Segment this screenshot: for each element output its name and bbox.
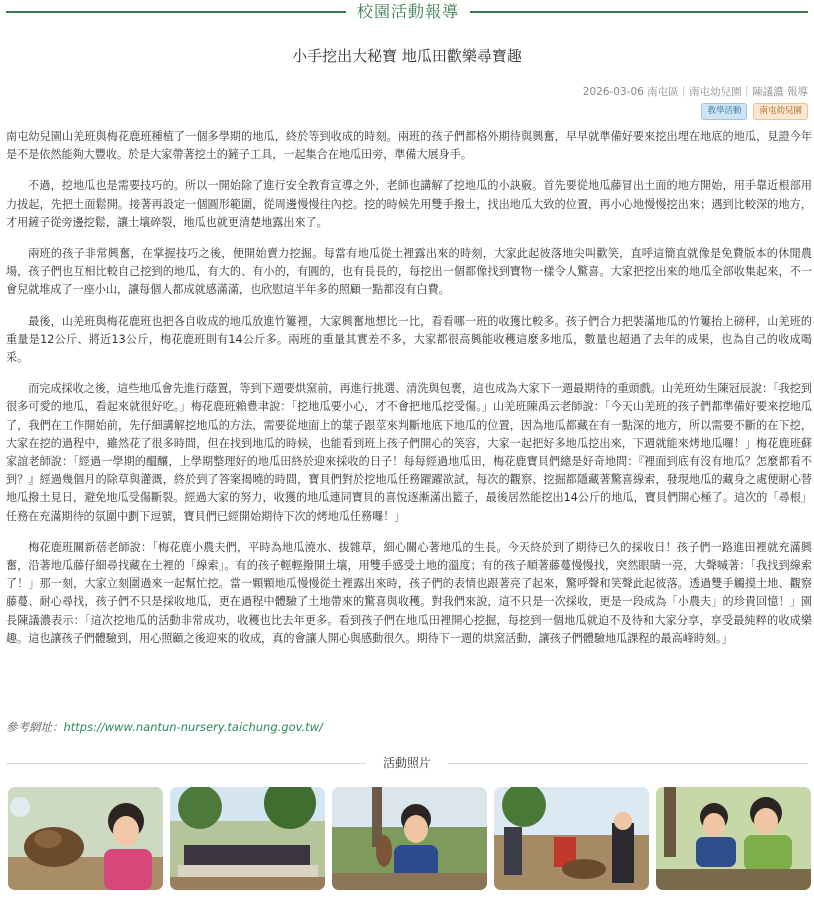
article-title: 小手挖出大秘寶 地瓜田歡樂尋寶趣 bbox=[292, 47, 522, 65]
article-meta: 2026-03-06 南屯區｜南屯幼兒園｜陳議濃 報導 bbox=[582, 86, 808, 98]
photo-gallery bbox=[8, 787, 811, 890]
gallery-divider-right bbox=[448, 763, 808, 764]
article-body bbox=[6, 128, 812, 661]
header-divider-right bbox=[470, 11, 808, 13]
photo-4-image bbox=[494, 787, 649, 890]
photo-5-image bbox=[656, 787, 811, 890]
tag-teaching-activity[interactable]: 教學活動 bbox=[701, 103, 747, 120]
header-divider-left bbox=[6, 11, 346, 13]
reference bbox=[6, 719, 323, 735]
article-paragraph-1: 南屯幼兒園山羌班與梅花鹿班種植了一個多學期的地瓜，終於等到收成的時刻。兩班的孩子們都格外期待與興奮，早早就準備好要來挖出埋在地底的地瓜，見證今年是不是依然能夠大豐收。於是大家帶著挖土的鏟子工具，一起集合在地瓜田旁，準備大展身手。 bbox=[6, 130, 812, 162]
section-title: 校園活動報導 bbox=[356, 2, 459, 21]
reference-link[interactable]: https://www.nantun-nursery.taichung.gov.tw/ bbox=[63, 720, 323, 734]
article-paragraph-3: 兩班的孩子非常興奮，在掌握技巧之後，便開始賣力挖掘。每當有地瓜從土裡露出來的時刻，大家此起彼落地尖叫歡笑，直呼這簡直就像是免費版本的休閒農場，孩子們也互相比較自己挖到的地瓜，有大的、有小的，有圓的，也有長長的，每挖出一個都像找到寶物一樣令人驚喜。大家把挖出來的地瓜全部收集起來，不一會兒就堆成了一座小山，讓每個人都成就感滿滿，也欣慰這半年多的照顧一點都沒有白費。 bbox=[6, 247, 812, 297]
gallery-photo-5[interactable] bbox=[656, 787, 811, 890]
gallery-photo-1[interactable] bbox=[8, 787, 163, 890]
photo-1-image bbox=[8, 787, 163, 890]
gallery-photo-3[interactable] bbox=[332, 787, 487, 890]
gallery-title: 活動照片 bbox=[382, 756, 431, 770]
article-paragraph-6: 梅花鹿班關新蓓老師說：「梅花鹿小農夫們，平時為地瓜澆水、拔雜草，細心關心著地瓜的生長。今天終於到了期待已久的採收日！孩子們一路進田裡就充滿興奮，沿著地瓜藤仔細尋找藏在土裡的「線索」。有的孩子輕輕撥開土壤，用雙手感受土地的溫度；有的孩子順著藤蔓慢慢找，突然眼睛一亮，大聲喊著：「我找到線索了！」那一刻，大家立刻圍過來一起幫忙挖。當一顆顆地瓜慢慢從土裡露出來時，孩子們的表情也跟著亮了起來，驚呼聲和笑聲此起彼落。透過雙手觸摸土地、觀察藤蔓、耐心尋找，孩子們不只是採收地瓜，更在過程中體驗了土地帶來的驚喜與收穫。對我們來說，這不只是一次採收，更是一段成為「小農夫」的珍貴回憶！」園長陳議濃表示：「這次挖地瓜的活動非常成功，收穫也比去年更多。看到孩子們在地瓜田裡開心挖掘，每挖到一個地瓜就迫不及待和大家分享，享受最純粹的收成樂趣。這也讓孩子們體驗到，用心照顧之後迎來的收成，真的會讓人開心與感動很久。期待下一週的烘窯活動，讓孩子們體驗地瓜課程的最高峰時刻。」 bbox=[6, 540, 812, 645]
tag-school[interactable]: 南屯幼兒園 bbox=[753, 103, 808, 120]
reference-label: 參考網址： bbox=[6, 720, 64, 734]
article-paragraph-4: 最後，山羌班與梅花鹿班也把各自收成的地瓜放進竹簍裡，大家興奮地想比一比，看看哪一班的收獲比較多。孩子們合力把裝滿地瓜的竹簍抬上磅秤，山羌班的重量是12公斤、將近13公斤，梅花鹿班則有14公斤多。兩班的重量其實差不多，大家都很高興能收穫這麼多地瓜，數量也超過了去年的成果，也為自己的收成喝采。 bbox=[6, 314, 812, 365]
tag-list bbox=[701, 103, 808, 120]
article-paragraph-2: 不過，挖地瓜也是需要技巧的。所以一開始除了進行安全教育宣導之外，老師也講解了挖地瓜的小訣竅。首先要從地瓜藤冒出土面的地方開始，用手靠近根部用力拔起，先把土面鬆開。接著再設定一個圓形範圍，從周邊慢慢往內挖。挖的時候先用雙手撥土，找出地瓜大致的位置，再小心地慢慢挖出來；遇到比較深的地方，才用鏟子從旁邊挖鬆，讓土壤碎裂，地瓜也就更清楚地露出來了。 bbox=[6, 179, 812, 229]
gallery-header bbox=[0, 754, 814, 772]
gallery-photo-2[interactable] bbox=[170, 787, 325, 890]
article-paragraph-5: 而完成採收之後，這些地瓜會先進行蔭置，等到下週要烘窯前，再進行挑選、清洗與包裹，這也成為大家下一週最期待的重頭戲。山羌班幼生陳冠辰說：「我挖到很多可愛的地瓜，看起來就很好吃。」梅花鹿班賴豊聿說：「挖地瓜要小心，才不會把地瓜挖受傷。」山羌班陳禹云老師說：「今天山羌班的孩子們都準備好要來挖地瓜了，我們在工作開始前，先仔細講解挖地瓜的方法，需要從地面上的葉子跟莖來判斷地底下地瓜的位置，因為地瓜都藏在有一點深的地方，所以需要不斷的在下挖，大家在挖的過程中，雖然花了很多時間，但在找到地瓜的時候，也能看到班上孩子們開心的笑容，大家一起把好多地瓜挖出來，下週就能來烤地瓜囉！」梅花鹿班蘇家誼老師說：「經過一學期的醞釀，上學期整理好的地瓜田終於迎來採收的日子！每每經過地瓜田，梅花鹿寶貝們總是好奇地問：『裡面到底有沒有地瓜？怎麼都看不到？』經過幾個月的除草與灌溉，終於到了答案揭曉的時間，寶貝們對於挖地瓜任務躍躍欲試，每次的觀察、挖掘都隱藏著驚喜線索，發現地瓜的藏身之處便耐心替地瓜撥土見日，避免地瓜受傷斷裂。經過大家的努力，收獲的地瓜連同寶貝的喜悅逐漸滿出籃子，最後居然能挖出14公斤的地瓜，寶貝們開心極了。這次的「尋根」任務在充滿期待的氛圍中劃下逗號，寶貝們已經開始期待下次的烤地瓜任務囉！」 bbox=[6, 382, 812, 523]
section-header bbox=[0, 0, 814, 26]
gallery-divider-left bbox=[6, 763, 366, 764]
photo-3-image bbox=[332, 787, 487, 890]
photo-2-image bbox=[170, 787, 325, 890]
gallery-photo-4[interactable] bbox=[494, 787, 649, 890]
